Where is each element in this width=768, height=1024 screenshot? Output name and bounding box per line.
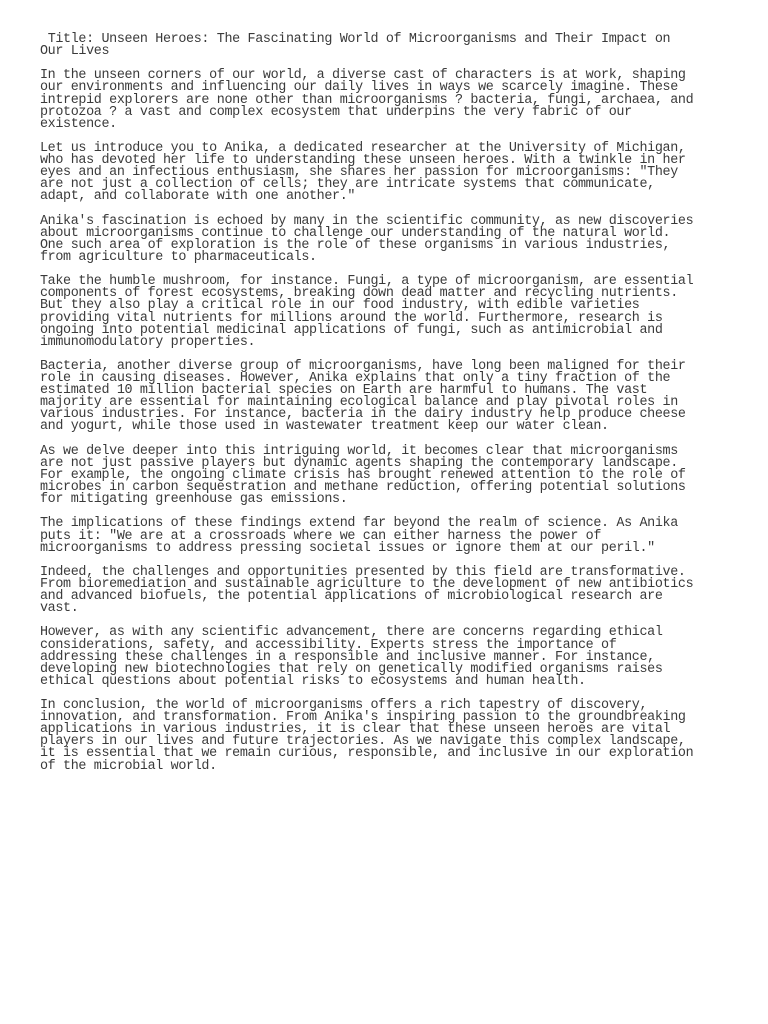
paragraph-3: Anika's fascination is echoed by many in the scientific community, as new discoveries about microorganisms continue to challenge our understanding of the natural world. One such area of exploration is the role of these organisms in various industries, from agriculture to pharmaceuticals. <box>40 213 694 265</box>
paragraph-9: However, as with any scientific advancement, there are concerns regarding ethical considerations, safety, and accessibility. Experts stress the importance of addressing these challenges in a responsible and inclusive manner. For instance, developing new biotechnologies that rely on genetically modified organisms raises ethical questions about potential risks to ecosystems and human health. <box>40 625 663 689</box>
paragraph-1: In the unseen corners of our world, a diverse cast of characters is at work, shaping our environments and influencing our daily lives in ways we scarcely imagine. These intrepid explorers are none other than microorganisms ? bacteria, fungi, archaea, and protozoa ? a vast and complex ecosystem that underpins the very fabric of our existence. <box>40 68 694 132</box>
paragraph-4: Take the humble mushroom, for instance. Fungi, a type of microorganism, are essential components of forest ecosystems, breaking down dead matter and recycling nutrients. But they also play a critical role in our food industry, with edible varieties providing vital nutrients for millions around the world. Furthermore, research is ongoing into potential medicinal applications of fungi, such as antimicrobial and immunomodulatory properties. <box>40 274 694 350</box>
paragraph-7: The implications of these findings extend far beyond the realm of science. As Anika puts it: "We are at a crossroads where we can either harness the power of microorganisms to address pressing societal issues or ignore them at our peril." <box>40 516 678 556</box>
document-title: Title: Unseen Heroes: The Fascinating World of Microorganisms and Their Impact on Our Lives <box>40 32 671 60</box>
paragraph-6: As we delve deeper into this intriguing world, it becomes clear that microorganisms are not just passive players but dynamic agents shaping the contemporary landscape. For example, the ongoing climate crisis has brought renewed attention to the role of microbes in carbon sequestration and methane reduction, offering potential solutions for mitigating greenhouse gas emissions. <box>40 443 686 508</box>
paragraph-8: Indeed, the challenges and opportunities presented by this field are transformative. From bioremediation and sustainable agriculture to the development of new antibiotics and advanced biofuels, the potential applications of microbiological research are vast. <box>40 564 694 617</box>
document-body <box>40 34 730 785</box>
paragraph-10: In conclusion, the world of microorganisms offers a rich tapestry of discovery, innovation, and transformation. From Anika's inspiring passion to the groundbreaking applications in various industries, it is clear that these unseen heroes are vital players in our lives and future trajectories. As we navigate this complex landscape, it is essential that we remain curious, responsible, and inclusive in our exploration of the microbial world. <box>40 698 694 774</box>
paragraph-2: Let us introduce you to Anika, a dedicated researcher at the University of Michigan, who has devoted her life to understanding these unseen heroes. With a twinkle in her eyes and an infectious enthusiasm, she shares her passion for microorganisms: "They are not just a collection of cells; they are intricate systems that communicate, adapt, and collaborate with one another." <box>40 141 686 205</box>
paragraph-5: Bacteria, another diverse group of microorganisms, have long been maligned for their role in causing diseases. However, Anika explains that only a tiny fraction of the estimated 10 million bacterial species on Earth are harmful to humans. The vast majority are essential for maintaining ecological balance and play pivotal roles in various industries. For instance, bacteria in the dairy industry help produce cheese and yogurt, while those used in wastewater treatment keep our water clean. <box>40 359 686 435</box>
